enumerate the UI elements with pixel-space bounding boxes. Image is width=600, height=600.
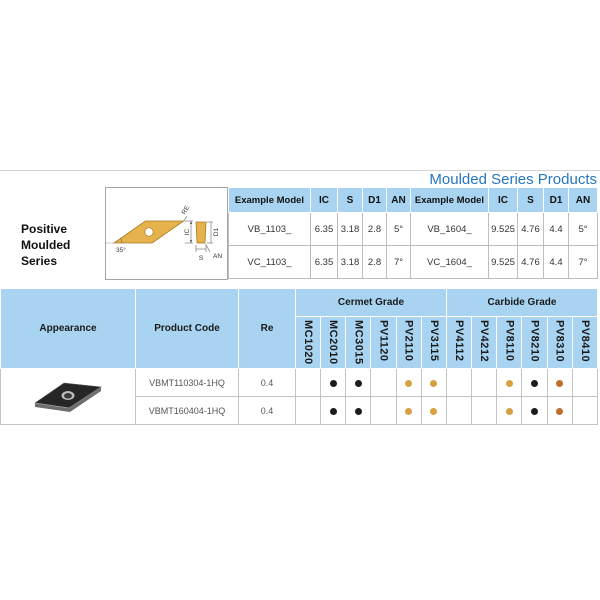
mark-cell-pv3115 [421, 397, 446, 425]
example-model-header: Example Model [411, 188, 489, 213]
mark-cell-pv2110 [396, 369, 421, 397]
grade-header-pv8410 [572, 317, 597, 369]
re-label: RE [180, 204, 192, 216]
grade-header-pv8110 [497, 317, 522, 369]
grade-label: PV4112 [453, 320, 466, 362]
s-header: S [338, 188, 363, 213]
re-cell: 0.4 [239, 369, 296, 397]
angle-label: 35° [116, 247, 126, 254]
s-cell: 4.76 [518, 246, 544, 279]
grade-label: MC3015 [352, 320, 365, 365]
grade-header-pv4112 [446, 317, 471, 369]
an-label: AN [213, 253, 223, 260]
re-cell: 0.4 [239, 397, 296, 425]
product-code-cell: VBMT110304-1HQ [136, 369, 239, 397]
series-label-line: Series [21, 254, 58, 268]
recommended-grade-dot [556, 380, 563, 387]
arrow-down-icon [190, 240, 192, 243]
mark-cell-mc2010 [321, 397, 346, 425]
example-table-header-row [229, 188, 598, 213]
an-header: AN [569, 188, 598, 213]
example-model-cell: VB_1604_ [411, 213, 489, 246]
d1-cell: 4.4 [544, 246, 569, 279]
insert-diagram-svg [106, 188, 227, 279]
mark-cell-pv8410 [572, 397, 597, 425]
section-title: Moulded Series Products [429, 171, 597, 188]
example-model-table [228, 187, 598, 279]
mark-cell-mc3015 [346, 369, 371, 397]
s-cell: 3.18 [338, 213, 363, 246]
arrow-up-icon [190, 221, 192, 224]
grade-label: PV8310 [553, 320, 566, 363]
grade-header-mc1020 [296, 317, 321, 369]
grade-label: PV1120 [377, 320, 390, 362]
series-label-line: Moulded [21, 238, 71, 252]
appearance-header: Appearance [1, 289, 136, 369]
grade-header-pv1120 [371, 317, 396, 369]
mark-cell-mc1020 [296, 397, 321, 425]
recommended-grade-dot [430, 408, 437, 415]
mark-cell-pv8210 [522, 369, 547, 397]
example-model-cell: VC_1604_ [411, 246, 489, 279]
mark-cell-pv8310 [547, 397, 572, 425]
insert-side-view [196, 222, 206, 243]
grade-table [0, 288, 598, 425]
example-table-row [229, 246, 598, 279]
recommended-grade-dot [506, 380, 513, 387]
mark-cell-pv2110 [396, 397, 421, 425]
grade-group-header-row [1, 289, 598, 317]
grade-header-pv2110 [396, 317, 421, 369]
grade-label: PV4212 [478, 320, 491, 363]
mark-cell-pv1120 [371, 369, 396, 397]
grade-header-pv3115 [421, 317, 446, 369]
ic-header: IC [489, 188, 518, 213]
grade-header-pv4212 [472, 317, 497, 369]
d1-cell: 4.4 [544, 213, 569, 246]
mark-cell-pv4212 [472, 397, 497, 425]
ic-label: IC [184, 228, 191, 236]
grade-label: MC2010 [327, 320, 340, 365]
grade-label: PV8410 [578, 320, 591, 363]
recommended-grade-dot [531, 380, 538, 387]
recommended-grade-dot [330, 380, 337, 387]
recommended-grade-dot [355, 380, 362, 387]
recommended-grade-dot [531, 408, 538, 415]
an-cell: 5° [569, 213, 598, 246]
grade-header-mc3015 [346, 317, 371, 369]
grade-label: MC1020 [302, 320, 315, 365]
an-cell: 7° [569, 246, 598, 279]
grade-label: PV3115 [427, 320, 440, 362]
grade-header-pv8310 [547, 317, 572, 369]
mark-cell-mc2010 [321, 369, 346, 397]
s-label: S [198, 255, 204, 262]
s-cell: 3.18 [338, 246, 363, 279]
ic-cell: 9.525 [489, 213, 518, 246]
product-row [1, 369, 598, 397]
mark-cell-pv4212 [472, 369, 497, 397]
grade-label: PV8210 [528, 320, 541, 363]
example-model-header: Example Model [229, 188, 311, 213]
an-cell: 7° [387, 246, 411, 279]
grade-header-pv8210 [522, 317, 547, 369]
grade-label: PV8110 [503, 320, 516, 362]
mark-cell-pv8110 [497, 397, 522, 425]
d1-cell: 2.8 [363, 246, 387, 279]
d1-cell: 2.8 [363, 213, 387, 246]
d1-label: D1 [213, 227, 220, 237]
re-header: Re [239, 289, 296, 369]
insert-hole [64, 393, 72, 399]
d1-header: D1 [363, 188, 387, 213]
recommended-grade-dot [556, 408, 563, 415]
product-code-cell: VBMT160404-1HQ [136, 397, 239, 425]
mark-cell-pv3115 [421, 369, 446, 397]
series-label-line: Positive [21, 222, 68, 236]
example-model-cell: VB_1103_ [229, 213, 311, 246]
cermet-grade-group-header: Cermet Grade [296, 289, 447, 317]
product-code-header: Product Code [136, 289, 239, 369]
recommended-grade-dot [430, 380, 437, 387]
recommended-grade-dot [405, 380, 412, 387]
grade-label: PV2110 [402, 320, 415, 362]
ic-header: IC [311, 188, 338, 213]
d1-header: D1 [544, 188, 569, 213]
an-header: AN [387, 188, 411, 213]
mark-cell-pv8410 [572, 369, 597, 397]
recommended-grade-dot [330, 408, 337, 415]
grade-header-mc2010 [321, 317, 346, 369]
ic-cell: 9.525 [489, 246, 518, 279]
an-cell: 5° [387, 213, 411, 246]
insert-geometry-diagram [105, 187, 228, 280]
mark-cell-pv8110 [497, 369, 522, 397]
ic-cell: 6.35 [311, 213, 338, 246]
mark-cell-pv1120 [371, 397, 396, 425]
mark-cell-mc3015 [346, 397, 371, 425]
ic-cell: 6.35 [311, 246, 338, 279]
example-table-row [229, 213, 598, 246]
mark-cell-mc1020 [296, 369, 321, 397]
carbide-grade-group-header: Carbide Grade [446, 289, 597, 317]
insert-photo [33, 379, 103, 415]
mark-cell-pv8210 [522, 397, 547, 425]
mark-cell-pv8310 [547, 369, 572, 397]
recommended-grade-dot [506, 408, 513, 415]
appearance-cell [1, 369, 136, 425]
series-label [21, 221, 101, 269]
s-cell: 4.76 [518, 213, 544, 246]
re-leader-line [184, 216, 187, 221]
mark-cell-pv4112 [446, 369, 471, 397]
insert-hole [145, 228, 153, 236]
s-header: S [518, 188, 544, 213]
mark-cell-pv4112 [446, 397, 471, 425]
example-model-cell: VC_1103_ [229, 246, 311, 279]
recommended-grade-dot [405, 408, 412, 415]
recommended-grade-dot [355, 408, 362, 415]
